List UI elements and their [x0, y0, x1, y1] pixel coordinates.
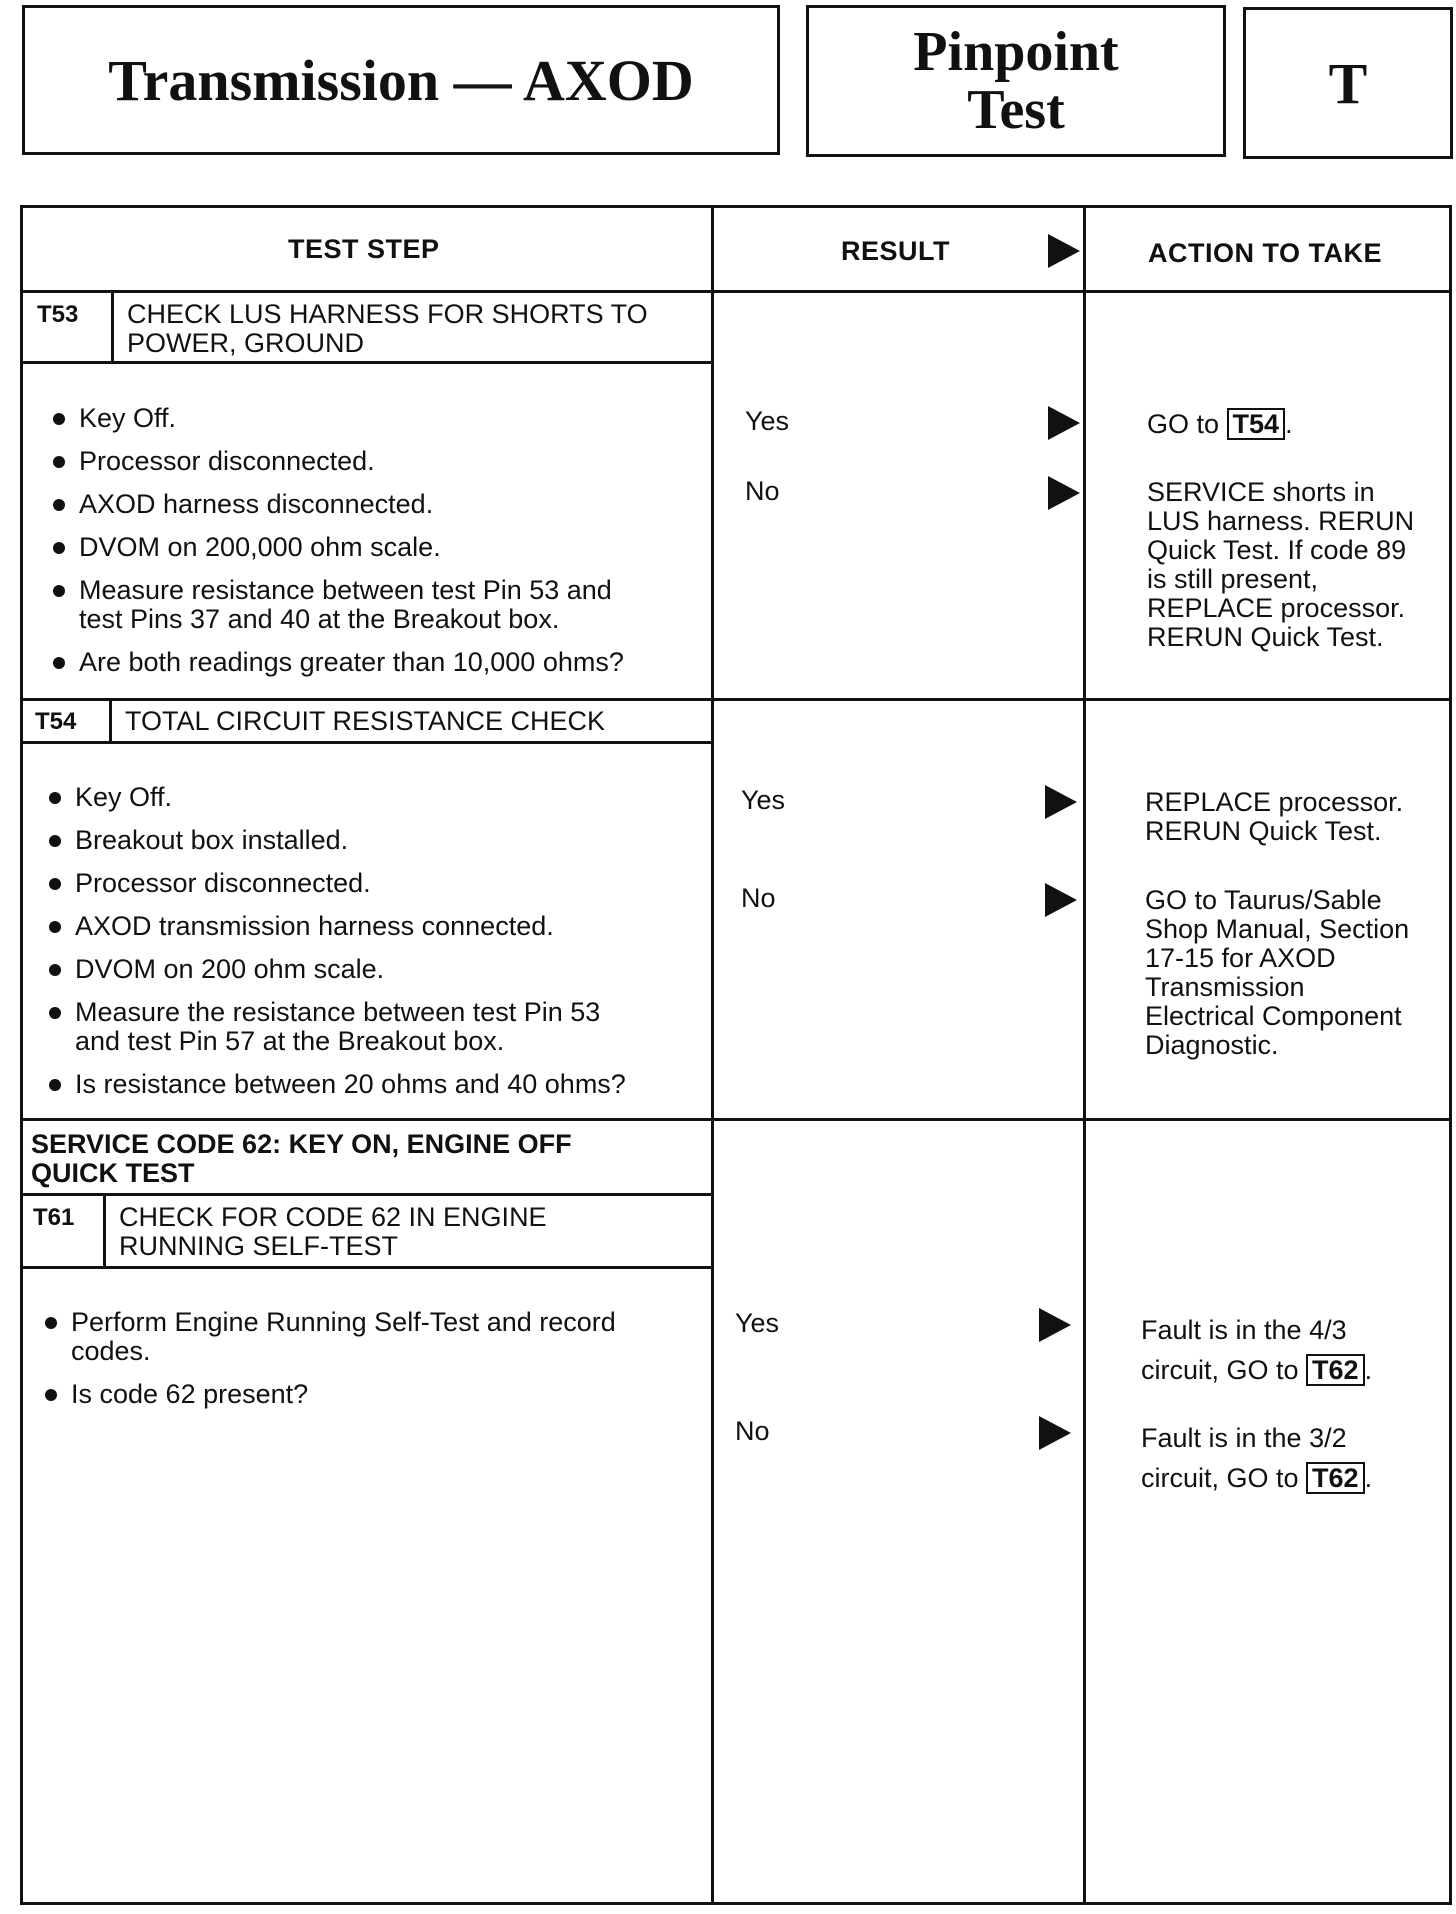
t61-no-action-text: circuit, GO to [1141, 1463, 1299, 1493]
result-arrow-icon [1048, 234, 1080, 268]
list-item: AXOD transmission harness connected. [45, 912, 695, 941]
t53-b5-line1: Measure resistance between test Pin 53 and [79, 575, 612, 605]
t61-result-yes: Yes [735, 1308, 780, 1338]
t61-yes-action-text: circuit, GO to [1141, 1355, 1299, 1385]
t53-no-action-line2: LUS harness. RERUN [1147, 506, 1415, 536]
column-header-test-step: TEST STEP [288, 234, 440, 264]
t54-yes-action-line1: REPLACE processor. [1145, 787, 1404, 817]
test-type-line1: Pinpoint [913, 21, 1119, 83]
t54-no-action-line1: GO to Taurus/Sable [1145, 885, 1382, 915]
t54-no-action-line2: Shop Manual, Section [1145, 914, 1410, 944]
t54-yes-action-line2: RERUN Quick Test. [1145, 816, 1382, 846]
t61-yes-arrow-icon [1039, 1308, 1071, 1342]
list-item [49, 576, 699, 634]
t53-title-line1: CHECK LUS HARNESS FOR SHORTS TO [127, 299, 648, 329]
list-item: Key Off. [49, 404, 699, 433]
section-letter: T [1328, 50, 1368, 116]
t61-procedure-list [41, 1308, 696, 1423]
t54-step-title: TOTAL CIRCUIT RESISTANCE CHECK [125, 706, 606, 736]
column-divider-step-result [711, 208, 714, 1902]
t54-no-action [1145, 886, 1409, 1060]
t53-result-yes: Yes [745, 406, 790, 436]
list-item [41, 1308, 696, 1366]
t53-yes-action-ref: T54 [1227, 408, 1286, 440]
manual-title [22, 5, 780, 155]
t61-no-action-line1: Fault is in the 3/2 [1141, 1423, 1347, 1453]
list-item: AXOD harness disconnected. [49, 490, 699, 519]
t53-no-action-line3: Quick Test. If code 89 [1147, 535, 1407, 565]
t61-no-arrow-icon [1039, 1416, 1071, 1450]
t61-no-action [1141, 1418, 1372, 1498]
manual-title-text: Transmission — AXOD [108, 47, 694, 113]
t53-no-action-line4: is still present, [1147, 564, 1319, 594]
t54-step-id: T54 [35, 708, 77, 735]
t53-t54-row-divider [23, 698, 1449, 701]
t54-id-divider [109, 698, 112, 743]
service-code-divider [23, 1193, 713, 1196]
t53-yes-action: GO to T54 . [1147, 409, 1293, 439]
service-code-heading [31, 1130, 572, 1188]
t61-b1-line2: codes. [71, 1336, 151, 1366]
t53-b5-line2: test Pins 37 and 40 at the Breakout box. [79, 604, 560, 634]
t61-title-line1: CHECK FOR CODE 62 IN ENGINE [119, 1202, 547, 1232]
t61-yes-action-line2: circuit, GO to T62 . [1141, 1355, 1373, 1385]
t54-no-action-line3: 17-15 for AXOD [1145, 943, 1336, 973]
t54-yes-arrow-icon [1045, 785, 1077, 819]
t53-yes-arrow-icon [1048, 406, 1080, 440]
t54-result-no: No [741, 883, 776, 913]
list-item: Are both readings greater than 10,000 ohms? [49, 648, 699, 677]
t61-b1-line1: Perform Engine Running Self-Test and record [71, 1307, 616, 1337]
t61-title-line2: RUNNING SELF-TEST [119, 1231, 399, 1261]
t61-yes-action-line1: Fault is in the 4/3 [1141, 1315, 1347, 1345]
t54-b6-line2: and test Pin 57 at the Breakout box. [75, 1026, 505, 1056]
column-divider-result-action [1083, 208, 1086, 1902]
t53-procedure-list [49, 404, 699, 691]
t53-result-no: No [745, 476, 780, 506]
t53-step-title [127, 300, 648, 358]
t53-no-action-line1: SERVICE shorts in [1147, 477, 1375, 507]
t61-no-action-ref: T62 [1306, 1462, 1365, 1494]
t54-b6-line1: Measure the resistance between test Pin 53 [75, 997, 601, 1027]
t54-no-action-line6: Diagnostic. [1145, 1030, 1279, 1060]
list-item: DVOM on 200 ohm scale. [45, 955, 695, 984]
section-letter-box [1243, 7, 1453, 159]
t54-t61-row-divider [23, 1118, 1449, 1121]
service-code-line1: SERVICE CODE 62: KEY ON, ENGINE OFF [31, 1129, 572, 1159]
t53-no-action-line6: RERUN Quick Test. [1147, 622, 1384, 652]
t54-result-yes: Yes [741, 785, 786, 815]
list-item [45, 998, 695, 1056]
test-type-box [806, 5, 1226, 157]
list-item: Processor disconnected. [45, 869, 695, 898]
t53-no-arrow-icon [1048, 476, 1080, 510]
t53-title-line2: POWER, GROUND [127, 328, 365, 358]
t54-no-arrow-icon [1045, 883, 1077, 917]
list-item: Is code 62 present? [41, 1380, 696, 1409]
t53-no-action [1147, 478, 1414, 652]
t53-step-id: T53 [37, 301, 79, 328]
t61-yes-action-ref: T62 [1306, 1354, 1365, 1386]
t54-no-action-line4: Transmission [1145, 972, 1305, 1002]
list-item: DVOM on 200,000 ohm scale. [49, 533, 699, 562]
t61-step-title [119, 1203, 547, 1261]
t61-yes-action [1141, 1310, 1372, 1390]
list-item: Is resistance between 20 ohms and 40 ohms? [45, 1070, 695, 1099]
column-header-result: RESULT [841, 236, 950, 266]
t54-procedure-list [45, 783, 695, 1113]
column-header-action: ACTION TO TAKE [1148, 238, 1382, 268]
test-type-line2: Test [967, 79, 1065, 141]
t61-no-action-line2: circuit, GO to T62 . [1141, 1463, 1373, 1493]
t53-title-divider [23, 361, 713, 364]
t53-id-divider [111, 290, 114, 363]
header-row-divider [23, 290, 1449, 293]
t61-step-id: T61 [33, 1204, 75, 1231]
t61-result-no: No [735, 1416, 770, 1446]
list-item: Key Off. [45, 783, 695, 812]
service-code-line2: QUICK TEST [31, 1158, 195, 1188]
t53-yes-action-text: GO to [1147, 409, 1220, 439]
t53-no-action-line5: REPLACE processor. [1147, 593, 1406, 623]
list-item: Breakout box installed. [45, 826, 695, 855]
list-item: Processor disconnected. [49, 447, 699, 476]
t61-title-divider [23, 1266, 713, 1269]
t54-no-action-line5: Electrical Component [1145, 1001, 1402, 1031]
t61-id-divider [103, 1193, 106, 1268]
pinpoint-test-table [20, 205, 1452, 1905]
t54-yes-action [1145, 788, 1403, 846]
t54-title-divider [23, 741, 713, 744]
